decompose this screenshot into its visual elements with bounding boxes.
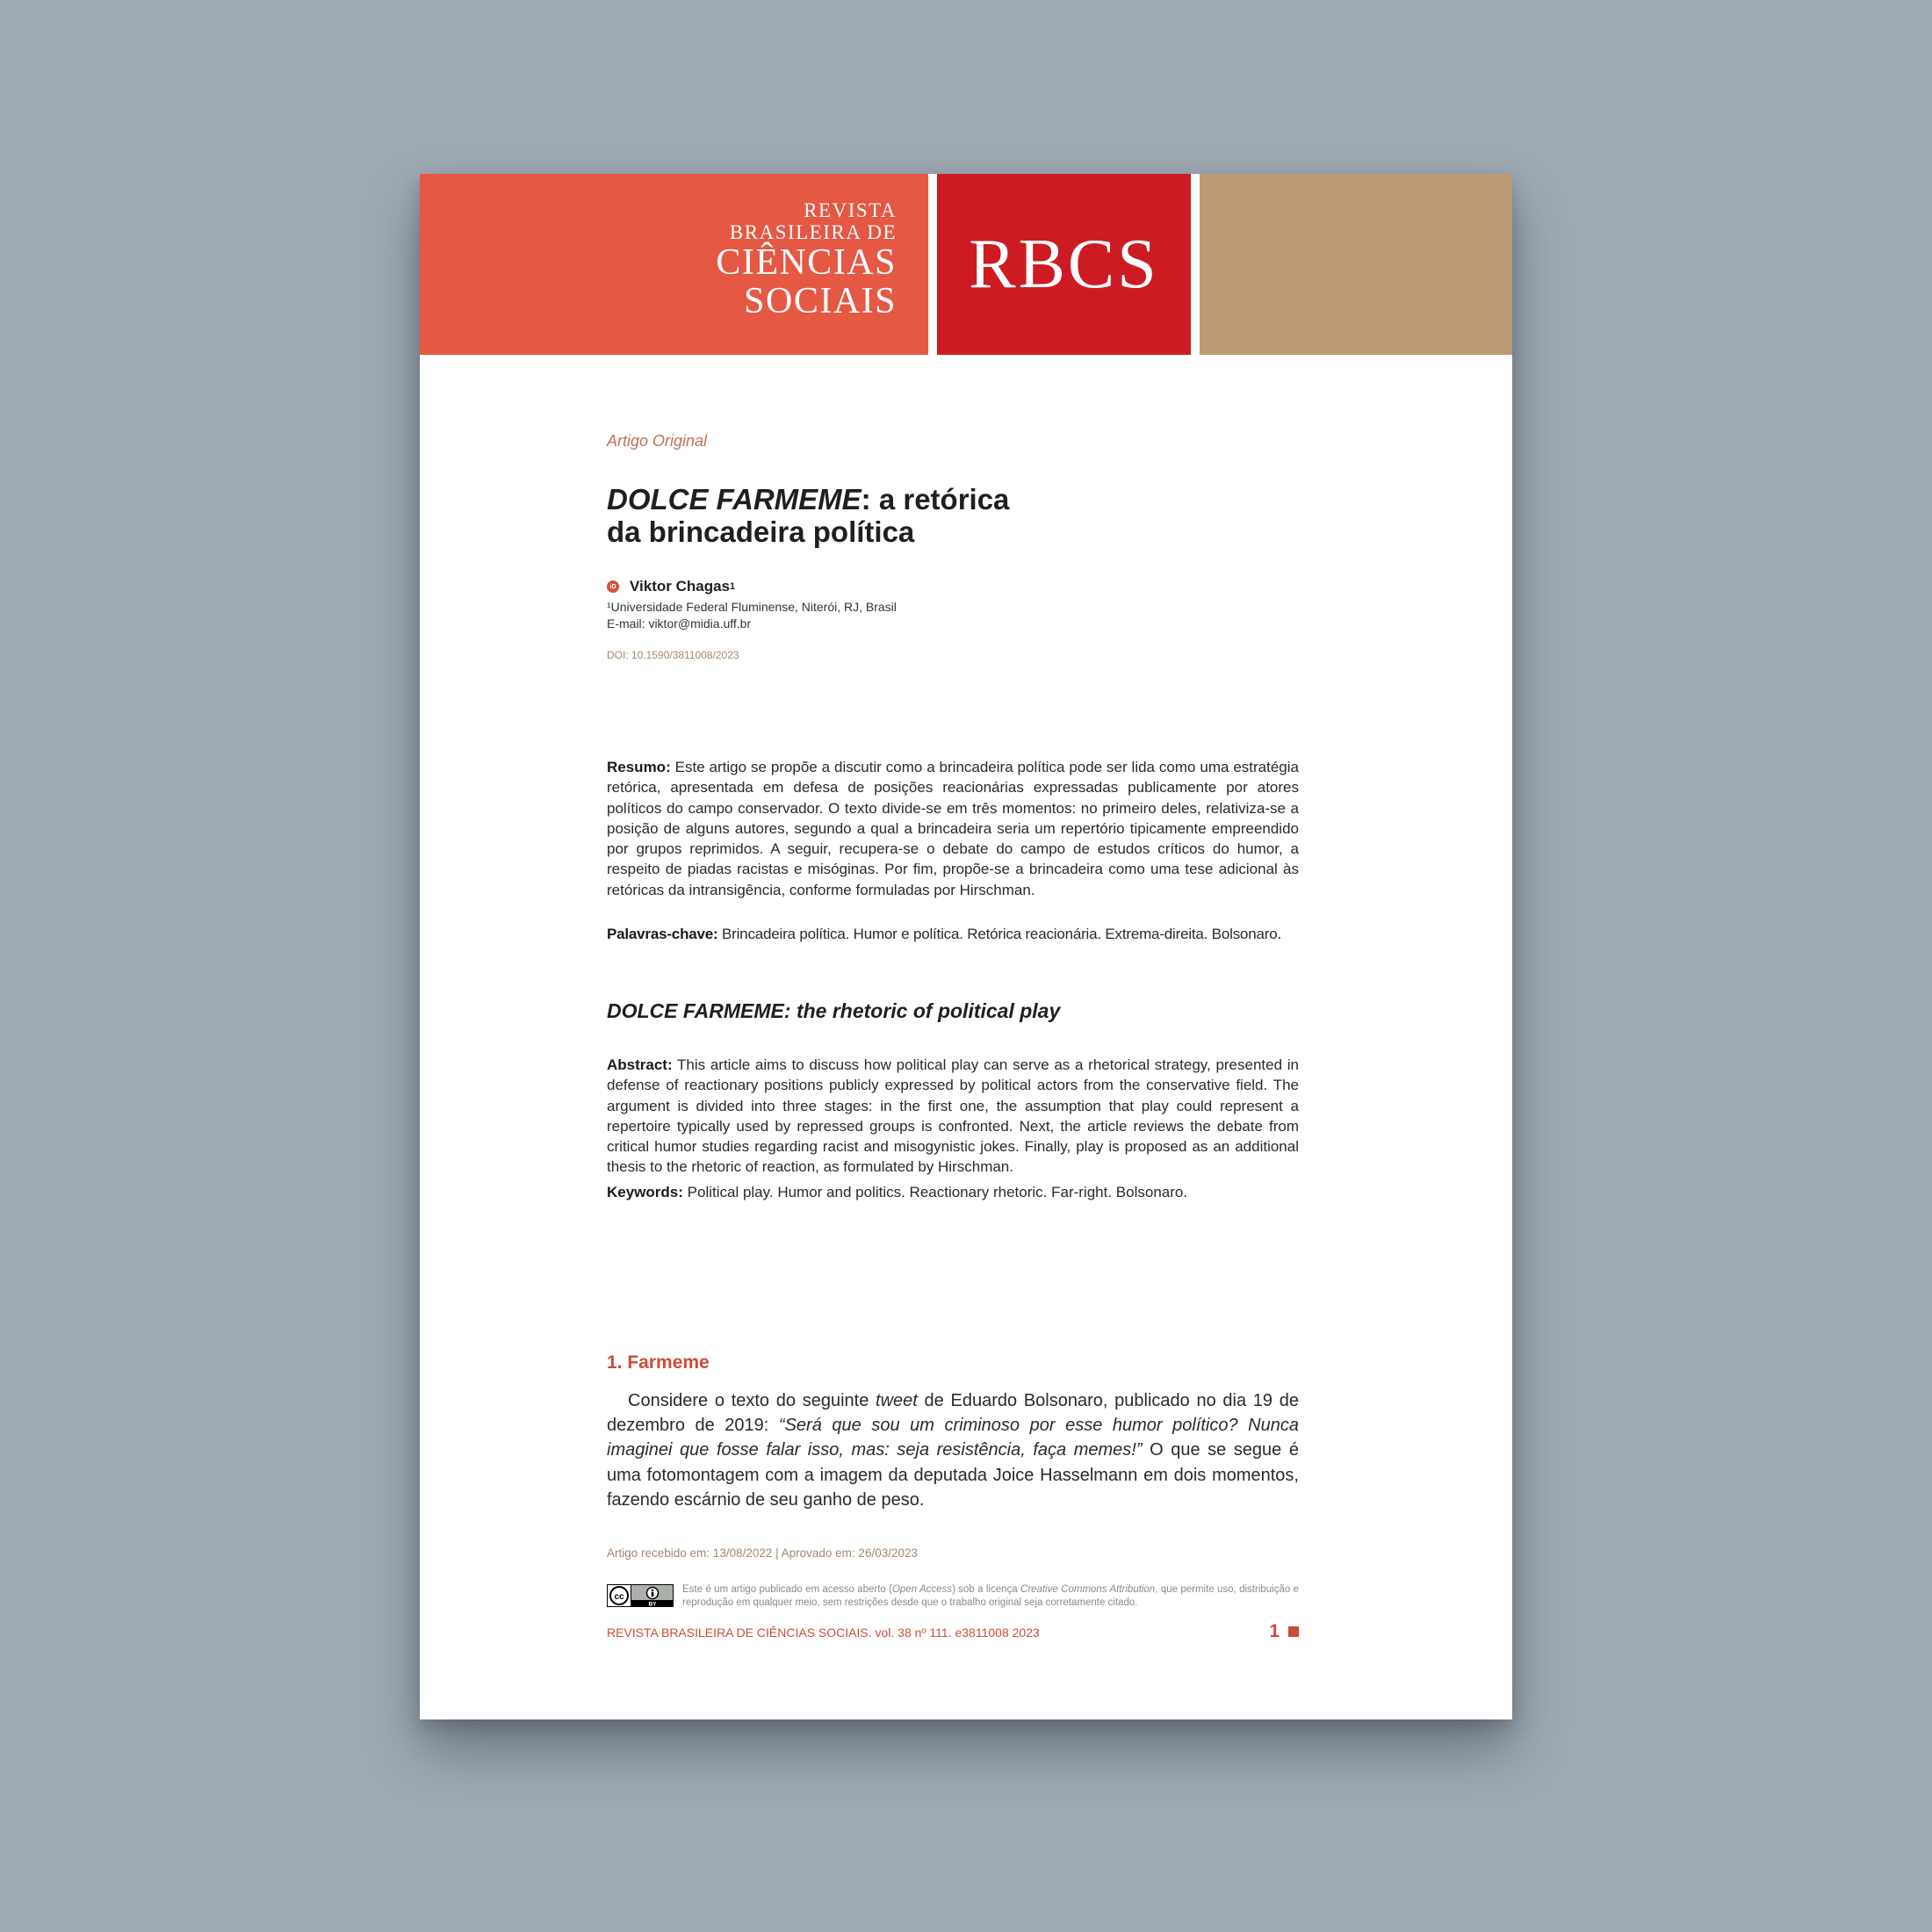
keywords-label: Keywords: [607, 1184, 683, 1200]
author [607, 578, 735, 595]
abstract-paragraph [607, 1055, 1299, 1178]
abstract-label: Abstract: [607, 1056, 673, 1073]
author-name: Viktor Chagas [630, 578, 731, 595]
svg-text:cc: cc [614, 1592, 624, 1602]
article-title [607, 483, 1134, 549]
body-text-tweet: tweet [876, 1391, 918, 1410]
banner-orange-band [420, 174, 928, 355]
title-italic-part: DOLCE FARMEME [607, 483, 861, 515]
palavras-chave-paragraph [607, 924, 1299, 944]
section-heading: 1. Farmeme [607, 1352, 710, 1373]
cc-badge-label: BY [648, 1601, 657, 1607]
page-number-block [1269, 1621, 1299, 1642]
license-text [682, 1583, 1299, 1610]
palavras-chave-text: Brincadeira política. Humor e política. Retórica reacionária. Extrema-direita. Bolsonaro. [717, 926, 1281, 942]
banner-red-band [937, 174, 1191, 355]
journal-name-line1: REVISTA [804, 199, 897, 221]
page-number: 1 [1269, 1621, 1280, 1641]
english-title: DOLCE FARMEME: the rhetoric of political play [607, 999, 1061, 1022]
resumo-label: Resumo: [607, 759, 671, 775]
article-type: Artigo Original [607, 432, 708, 450]
abstract-text: This article aims to discuss how political play can serve as a rhetorical strategy, presented in defense of reactionary positions publicly expressed by political actors from the conservative field. The argument is divided into three stages: in the first one, the assumption that play could represent a repertoire typically used by repressed groups is confronted. Next, the article reviews the debate from critical humor studies regarding racist and misogynistic jokes. Finally, play is proposed as an additional thesis to the rhetoric of reaction, as formulated by Hirschman. [607, 1056, 1299, 1176]
body-paragraph [607, 1388, 1299, 1512]
article-page [420, 174, 1512, 1719]
body-quote: “Será que sou um criminoso por esse humor político? Nunca imaginei que fosse falar isso, mas: seja resistência, faça memes!” [607, 1416, 1299, 1460]
journal-name-line3: CIÊNCIAS [716, 242, 897, 283]
license-text-c: , que permite uso, distribuição e reprodução em qualquer meio, sem restrições desde que o trabalho original seja corretamente citado. [682, 1584, 1300, 1608]
journal-name-line4: SOCIAIS [744, 281, 897, 321]
body-text-a: Considere o texto do seguinte [628, 1391, 876, 1410]
license-open-access: Open Access [891, 1584, 953, 1595]
author-superscript: 1 [730, 581, 736, 592]
cc-by-icon[interactable] [607, 1584, 674, 1607]
keywords-text: Political play. Humor and politics. Reactionary rhetoric. Far-right. Bolsonaro. [682, 1184, 1188, 1200]
orcid-icon[interactable]: iD [607, 580, 619, 593]
body-text-c: O que se segue é uma fotomontagem com a imagem da deputada Joice Hasselmann em dois momentos, fazendo escárnio de seu ganho de peso. [607, 1440, 1299, 1510]
body-text-b: de Eduardo Bolsonaro, publicado no dia 19 de dezembro de 2019: [607, 1391, 1299, 1436]
journal-banner [420, 174, 1512, 355]
resumo-text: Este artigo se propõe a discutir como a brincadeira política pode ser lida como uma estratégia retórica, apresentada em defesa de posições reacionárias expressadas publicamente por atores políticos do campo conservador. O texto divide-se em três momentos: no primeiro deles, relativiza-se a posição de alguns autores, segundo a qual a brincadeira seria um repertório tipicamente empreendido por grupos reprimidos. A seguir, recupera-se o debate do campo de estudos críticos do humor, a respeito de piadas racistas e misóginas. Por fim, propõe-se a brincadeira como uma tese adicional às retóricas da intransigência, conforme formuladas por Hirschman. [607, 759, 1299, 898]
banner-tan-band [1200, 174, 1512, 355]
license-cc-name[interactable]: Creative Commons Attribution [1020, 1584, 1156, 1595]
received-dates: Artigo recebido em: 13/08/2022 | Aprovado em: 26/03/2023 [607, 1546, 918, 1560]
journal-name-line2: BRASILEIRA DE [729, 221, 897, 243]
doi[interactable]: DOI: 10.1590/3811008/2023 [607, 649, 739, 661]
affiliation-line: ¹Universidade Federal Fluminense, Niterói, RJ, Brasil [607, 600, 897, 614]
title-line2: da brincadeira política [607, 515, 915, 549]
license-text-a: Este é um artigo publicado em acesso aberto ( [682, 1584, 892, 1595]
license-block [607, 1583, 1299, 1610]
page-square-icon [1288, 1626, 1299, 1637]
author-email[interactable]: E-mail: viktor@midia.uff.br [607, 616, 752, 631]
resumo-paragraph [607, 757, 1299, 900]
title-rest-line1: : a retórica [861, 483, 1010, 515]
license-text-b: ) sob a licença [952, 1584, 1021, 1595]
journal-acronym-logo: RBCS [969, 226, 1159, 303]
keywords-paragraph [607, 1182, 1299, 1202]
journal-name [716, 200, 897, 320]
footer-citation: REVISTA BRASILEIRA DE CIÊNCIAS SOCIAIS. vol. 38 nº 111. e3811008 2023 [607, 1626, 1040, 1640]
palavras-chave-label: Palavras-chave: [607, 926, 718, 942]
author-affiliation [607, 599, 897, 632]
